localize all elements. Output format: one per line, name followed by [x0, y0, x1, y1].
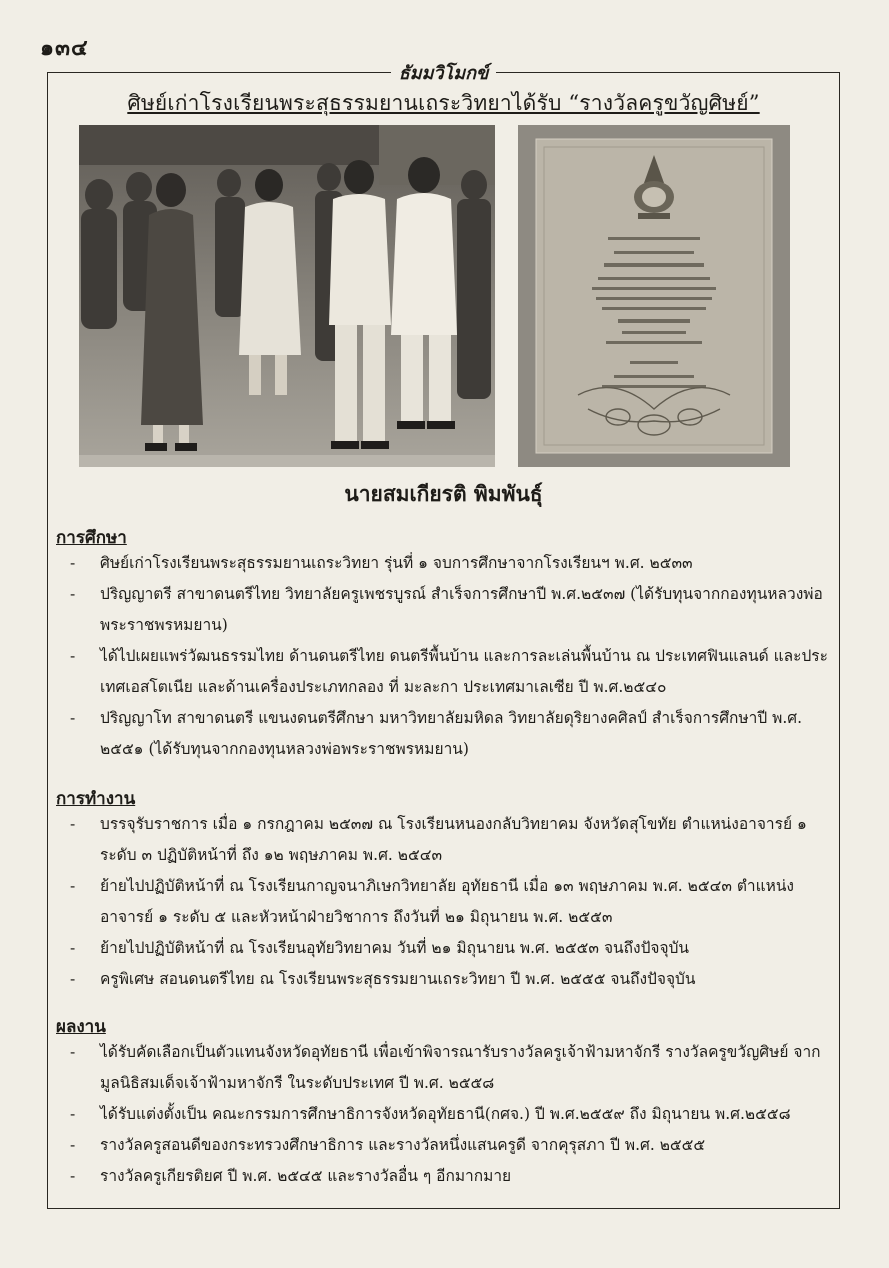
- list-item: - รางวัลครูเกียรติยศ ปี พ.ศ. ๒๕๔๕ และรางวัลอื่น ๆ อีกมากมาย: [48, 1161, 831, 1192]
- list-item: - ได้รับคัดเลือกเป็นตัวแทนจังหวัดอุทัยธานี เพื่อเข้าพิจารณารับรางวัลครูเจ้าฟ้ามหาจักรี รางวัลครูขวัญศิษย์ จากมูลนิธิสมเด็จเจ้าฟ้ามหาจักรี ในระดับประเทศ ปี พ.ศ. ๒๕๕๘: [48, 1037, 831, 1099]
- article-frame: [47, 63, 840, 1209]
- photo-caption: นายสมเกียรติ พิมพันธุ์: [344, 481, 543, 506]
- section-heading-work: การทำงาน: [56, 789, 136, 809]
- list-item: - รางวัลครูสอนดีของกระทรวงศึกษาธิการ และรางวัลหนึ่งแสนครูดี จากคุรุสภา ปี พ.ศ. ๒๕๕๕: [48, 1130, 831, 1161]
- group-photo: [79, 125, 495, 467]
- list-item: - ปริญญาโท สาขาดนตรี แขนงดนตรีศึกษา มหาวิทยาลัยมหิดล วิทยาลัยดุริยางคศิลป์ สำเร็จการศึกษาปี พ.ศ. ๒๕๕๑ (ได้รับทุนจากกองทุนหลวงพ่อพระราชพรหมยาน): [48, 703, 831, 765]
- list-item: - ย้ายไปปฏิบัติหน้าที่ ณ โรงเรียนกาญจนาภิเษกวิทยาลัย อุทัยธานี เมื่อ ๑๓ พฤษภาคม พ.ศ. ๒๕๔๓ ตำแหน่ง อาจารย์ ๑ ระดับ ๕ และหัวหน้าฝ่ายวิชาการ ถึงวันที่ ๒๑ มิถุนายน พ.ศ. ๒๕๕๓: [48, 871, 831, 933]
- header-label-wrap: [48, 58, 839, 87]
- header-label: ธัมมวิโมกข์: [391, 63, 497, 84]
- list-item: - ได้ไปเผยแพร่วัฒนธรรมไทย ด้านดนตรีไทย ดนตรีพื้นบ้าน และการละเล่นพื้นบ้าน ณ ประเทศฟินแลนด์ และประเทศเอสโตเนีย และด้านเครื่องประเภทกลอง ที่ มะละกา ประเทศมาเลเซีย ปี พ.ศ.๒๕๔๐: [48, 641, 831, 703]
- education-list: [48, 548, 831, 765]
- group-photo-illustration: [79, 125, 495, 467]
- list-item: - ปริญญาตรี สาขาดนตรีไทย วิทยาลัยครูเพชรบูรณ์ สำเร็จการศึกษาปี พ.ศ.๒๕๓๗ (ได้รับทุนจากกองทุนหลวงพ่อพระราชพรหมยาน): [48, 579, 831, 641]
- article-title: ศิษย์เก่าโรงเรียนพระสุธรรมยานเถระวิทยาได้รับ “รางวัลครูขวัญศิษย์”: [127, 91, 760, 115]
- work-list: [48, 809, 831, 995]
- list-item: - ย้ายไปปฏิบัติหน้าที่ ณ โรงเรียนอุทัยวิทยาคม วันที่ ๒๑ มิถุนายน พ.ศ. ๒๕๕๓ จนถึงปัจจุบัน: [48, 933, 831, 964]
- certificate-illustration: [518, 125, 790, 467]
- section-heading-achievements: ผลงาน: [56, 1017, 106, 1037]
- section-heading-education: การศึกษา: [56, 528, 127, 548]
- certificate-photo: [518, 125, 790, 467]
- list-item: - ครูพิเศษ สอนดนตรีไทย ณ โรงเรียนพระสุธรรมยานเถระวิทยา ปี พ.ศ. ๒๕๕๕ จนถึงปัจจุบัน: [48, 964, 831, 995]
- list-item: - ศิษย์เก่าโรงเรียนพระสุธรรมยานเถระวิทยา รุ่นที่ ๑ จบการศึกษาจากโรงเรียนฯ พ.ศ. ๒๕๓๓: [48, 548, 831, 579]
- page-number: ๑๓๔: [40, 35, 89, 61]
- list-item: - บรรจุรับราชการ เมื่อ ๑ กรกฎาคม ๒๕๓๗ ณ โรงเรียนหนองกลับวิทยาคม จังหวัดสุโขทัย ตำแหน่งอาจารย์ ๑ ระดับ ๓ ปฏิบัติหน้าที่ ถึง ๑๒ พฤษภาคม พ.ศ. ๒๕๔๓: [48, 809, 831, 871]
- achievements-list: [48, 1037, 831, 1192]
- list-item: - ได้รับแต่งตั้งเป็น คณะกรรมการศึกษาธิการจังหวัดอุทัยธานี(กศจ.) ปี พ.ศ.๒๕๕๙ ถึง มิถุนายน พ.ศ.๒๕๕๘: [48, 1099, 831, 1130]
